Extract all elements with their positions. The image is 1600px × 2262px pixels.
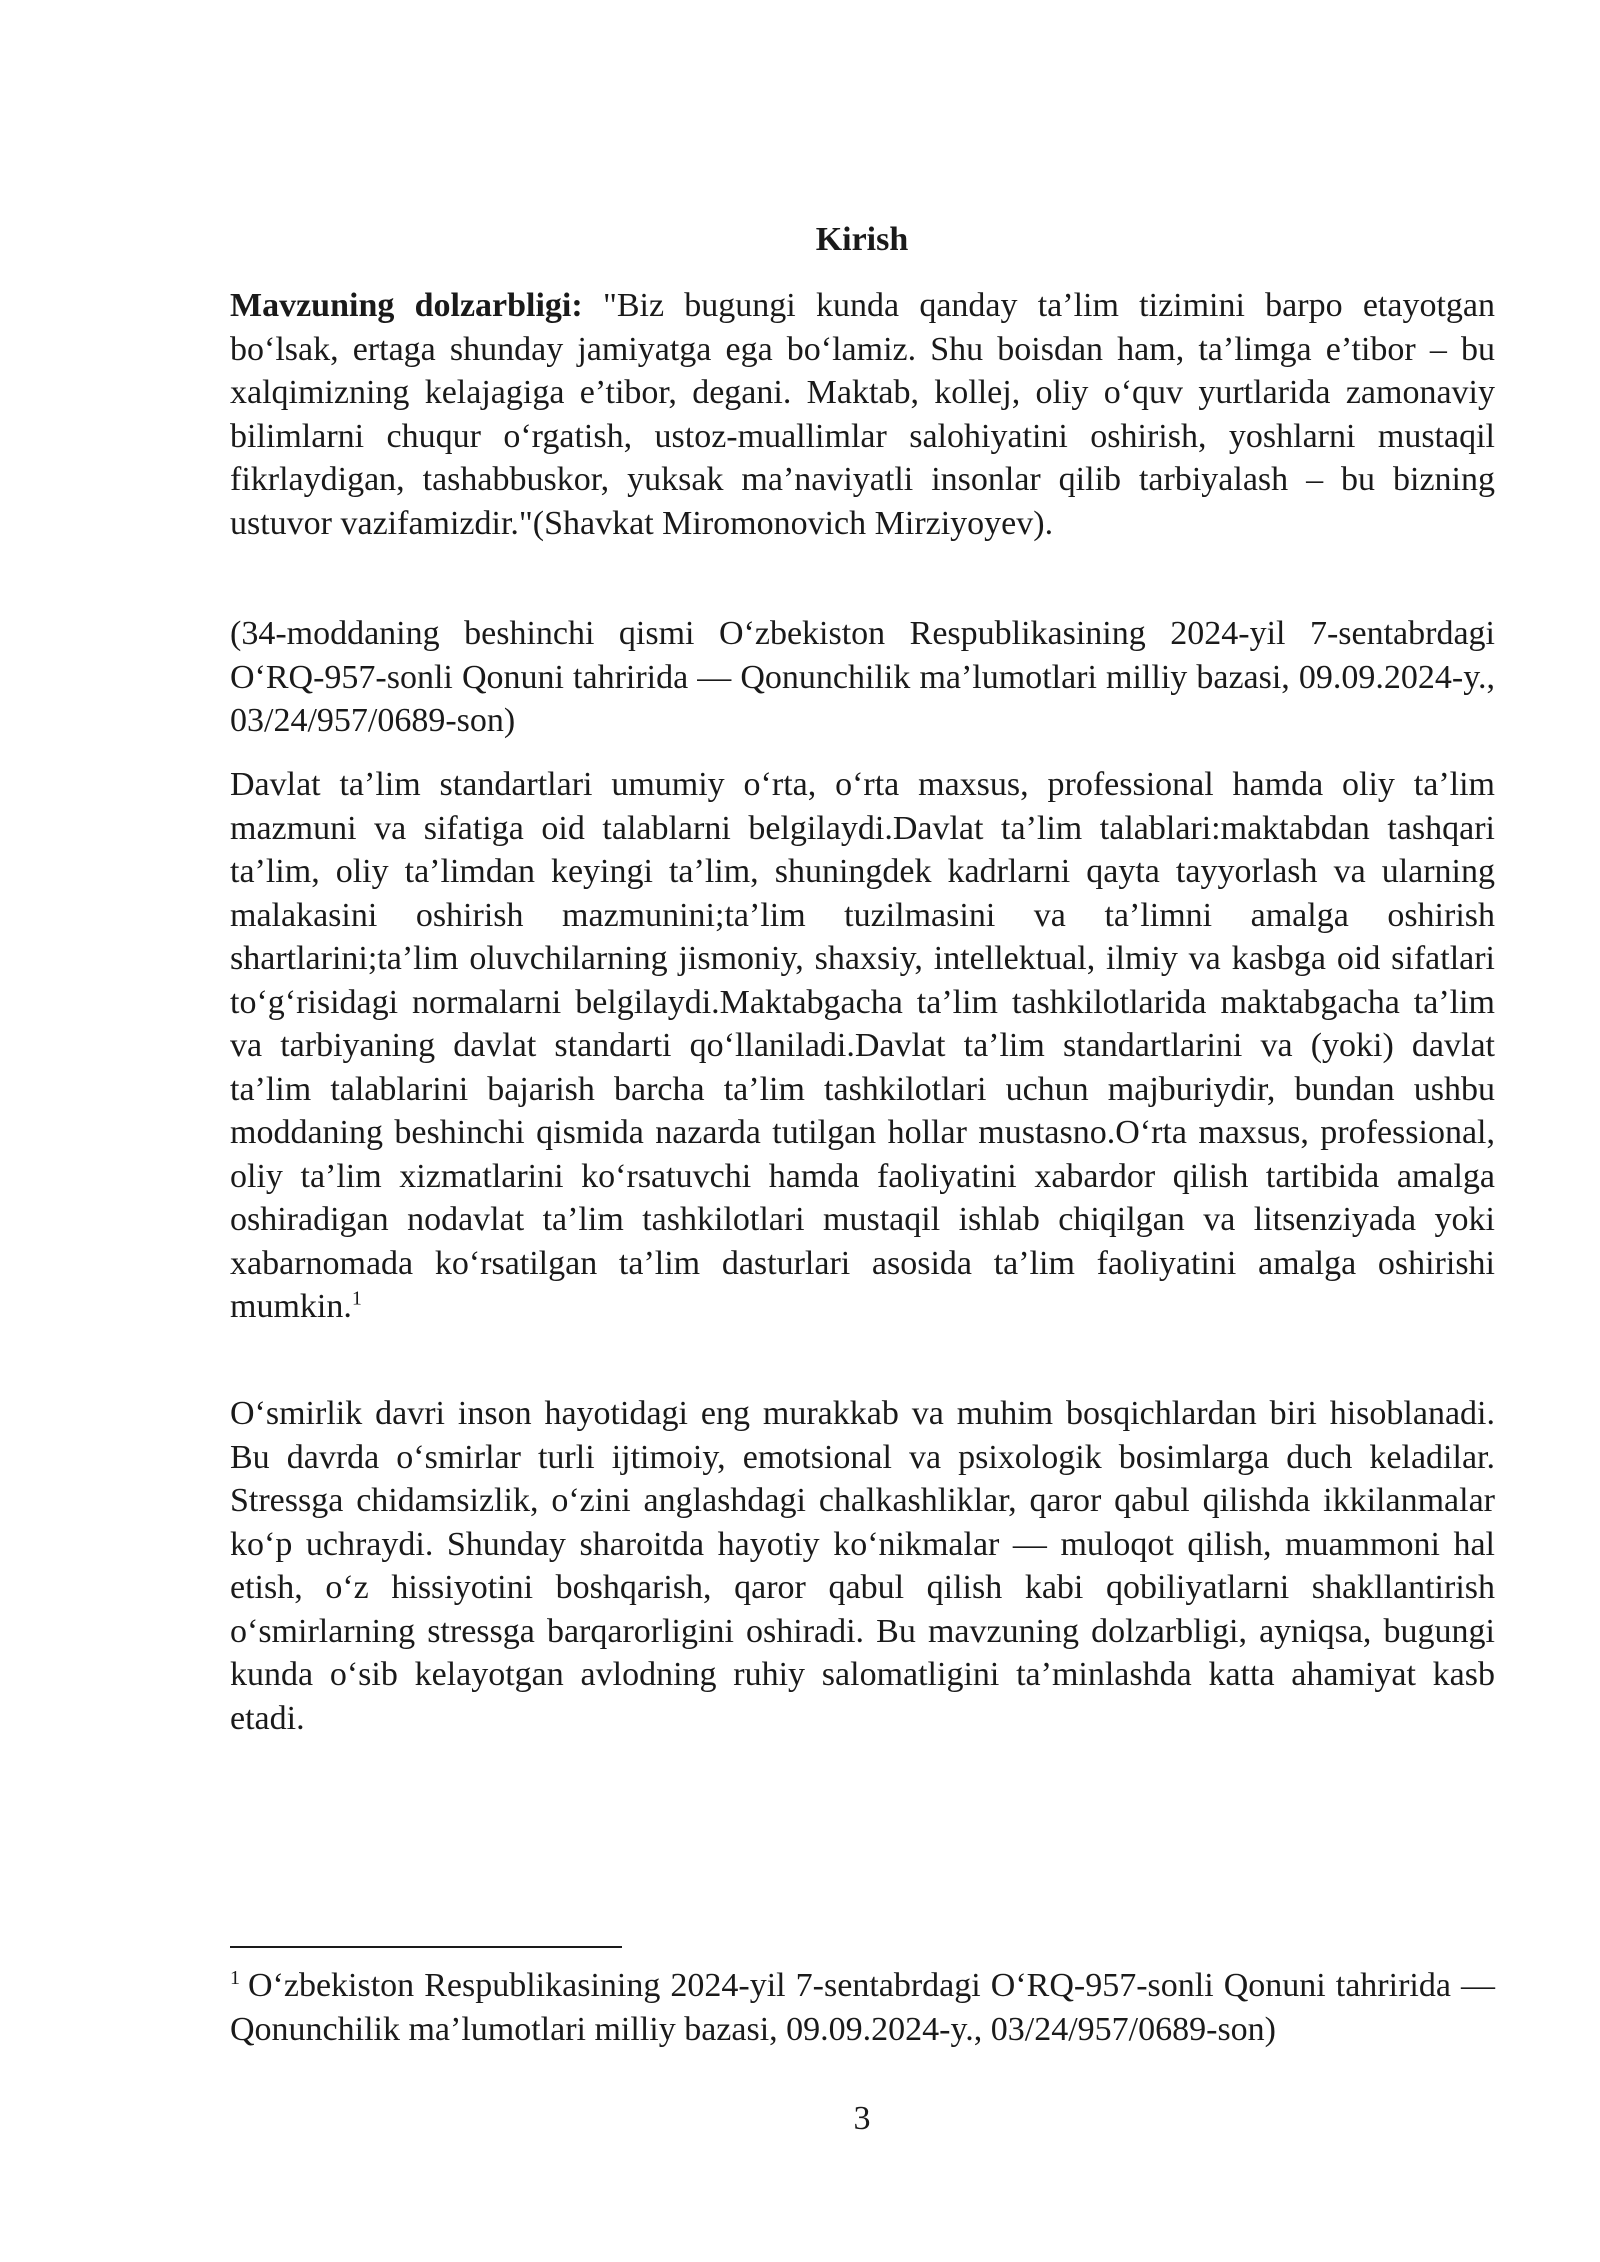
paragraph-standards: [230, 763, 1495, 1329]
paragraph-lead: Mavzuning dolzarbligi:: [230, 287, 583, 324]
paragraph-adolescence: [230, 1392, 1495, 1740]
paragraph-relevance: [230, 284, 1495, 545]
footnote-reference[interactable]: 1: [351, 1287, 362, 1310]
page-number: 3: [853, 2100, 871, 2137]
paragraph-text: O‘smirlik davri inson hayotidagi eng murakkab va muhim bosqichlardan biri hisoblanadi. Bu davrda o‘smirlar turli ijtimoiy, emotsional va psixologik bosimlarga duch keladilar. Stressga chidamsizlik, o‘zini anglashdagi chalkashliklar, qaror qabul qilishda ikkilanmalar ko‘p uchraydi. Shunday sharoitda hayotiy ko‘nikmalar — muloqot qilish, muammoni hal etish, o‘z hissiyotini boshqarish, qaror qabul qilish kabi qobiliyatlarni shakllantirish o‘smirlarning stressga barqarorligini oshiradi. Bu mavzuning dolzarbligi, ayniqsa, bugungi kunda o‘sib kelayotgan avlodning ruhiy salomatligini ta’minlashda katta ahamiyat kasb etadi.: [230, 1395, 1495, 1737]
paragraph-citation: [230, 612, 1495, 743]
page-title: Kirish: [815, 221, 909, 258]
footnote-number: 1: [230, 1966, 240, 1989]
footnote-text: O‘zbekiston Respublikasining 2024-yil 7-sentabrdagi O‘RQ-957-sonli Qonuni tahririda — Qonunchilik ma’lumotlari milliy bazasi, 09.09.2024-y., 03/24/957/0689-son): [230, 1967, 1495, 2048]
paragraph-text: "Biz bugungi kunda qanday ta’lim tizimini barpo etayotgan bo‘lsak, ertaga shunday jamiyatga ega bo‘lamiz. Shu boisdan ham, ta’limga e’tibor – bu xalqimizning kelajagiga e’tibor, degani. Maktab, kollej, oliy o‘quv yurtlarida zamonaviy bilimlarni chuqur o‘rgatish, ustoz-muallimlar salohiyatini oshirish, yoshlarni mustaqil fikrlaydigan, tashabbuskor, yuksak ma’naviyatli insonlar qilib tarbiyalash – bu bizning ustuvor vazifamizdir."(Shavkat Miromonovich Mirziyoyev).: [230, 287, 1496, 542]
paragraph-text: Davlat ta’lim standartlari umumiy o‘rta, o‘rta maxsus, professional hamda oliy ta’lim mazmuni va sifatiga oid talablarni belgilaydi.Davlat ta’lim talablari:maktabdan tashqari ta’lim, oliy ta’limdan keyingi ta’lim, shuningdek kadrlarni qayta tayyorlash va ularning malakasini oshirish mazmunini;ta’lim tuzilmasini va ta’limni amalga oshirish shartlarini;ta’lim oluvchilarning jismoniy, shaxsiy, intellektual, ilmiy va kasbga oid sifatlari to‘g‘risidagi normalarni belgilaydi.Maktabgacha ta’lim tashkilotlarida maktabgacha ta’lim va tarbiyaning davlat standarti qo‘llaniladi.Davlat ta’lim standartlarini va (yoki) davlat ta’lim talablarini bajarish barcha ta’lim tashkilotlari uchun majburiydir, bundan ushbu moddaning beshinchi qismida nazarda tutilgan hollar mustasno.O‘rta maxsus, professional, oliy ta’lim xizmatlarini ko‘rsatuvchi hamda faoliyatini xabardor qilish tartibida amalga oshiradigan nodavlat ta’lim tashkilotlari mustaqil ishlab chiqilgan va litsenziyada yoki xabarnomada ko‘rsatilgan ta’lim dasturlari asosida ta’lim faoliyatini amalga oshirishi mumkin.: [230, 766, 1495, 1325]
paragraph-text: (34-moddaning beshinchi qismi O‘zbekiston Respublikasining 2024-yil 7-sentabrdagi O‘RQ-957-sonli Qonuni tahririda — Qonunchilik ma’lumotlari milliy bazasi, 09.09.2024-y., 03/24/957/0689-son): [230, 615, 1495, 739]
footnote-divider: [230, 1946, 622, 1948]
footnote: [230, 1964, 1495, 2051]
